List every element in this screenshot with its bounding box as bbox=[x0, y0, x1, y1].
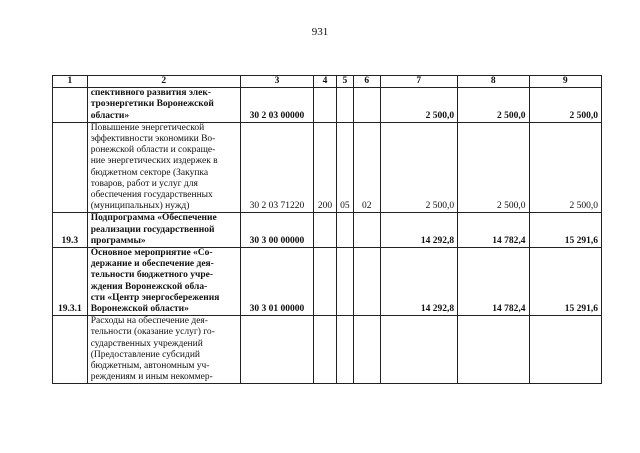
row-number-cell: 19.3 bbox=[53, 213, 88, 248]
amount-col9-cell: 2 500,0 bbox=[529, 122, 602, 213]
section-cell bbox=[336, 248, 353, 316]
table-row bbox=[53, 316, 602, 384]
row-number-cell bbox=[53, 88, 88, 123]
table-row bbox=[53, 88, 602, 123]
classification-code-cell: 30 2 03 71220 bbox=[240, 122, 313, 213]
section-cell bbox=[336, 316, 353, 384]
section-cell bbox=[336, 88, 353, 123]
column-header: 8 bbox=[458, 76, 529, 88]
amount-col7-cell: 2 500,0 bbox=[380, 122, 458, 213]
column-header: 2 bbox=[87, 76, 240, 88]
column-header: 3 bbox=[240, 76, 313, 88]
expense-type-cell bbox=[314, 316, 336, 384]
classification-code-cell bbox=[240, 316, 313, 384]
amount-col9-cell bbox=[529, 316, 602, 384]
subsection-cell: 02 bbox=[354, 122, 381, 213]
amount-col7-cell: 14 292,8 bbox=[380, 248, 458, 316]
subsection-cell bbox=[354, 248, 381, 316]
amount-col7-cell: 2 500,0 bbox=[380, 88, 458, 123]
table-body bbox=[53, 88, 602, 384]
table-row bbox=[53, 213, 602, 248]
description-cell: спективного развития элек- троэнергетики Воронежской области» bbox=[87, 88, 240, 123]
amount-col8-cell: 2 500,0 bbox=[458, 122, 529, 213]
section-cell bbox=[336, 213, 353, 248]
page-number: 931 bbox=[311, 26, 329, 38]
amount-col7-cell: 14 292,8 bbox=[380, 213, 458, 248]
budget-table bbox=[52, 75, 602, 384]
amount-col9-cell: 2 500,0 bbox=[529, 88, 602, 123]
description-cell: Расходы на обеспечение дея- тельности (оказание услуг) го- сударственных учреждений (Предоставление субсидий бюджетным, автономным уч- реждениям и иным некоммер- bbox=[87, 316, 240, 384]
amount-col8-cell: 14 782,4 bbox=[458, 248, 529, 316]
column-header: 6 bbox=[354, 76, 381, 88]
row-number-cell bbox=[53, 316, 88, 384]
expense-type-cell: 200 bbox=[314, 122, 336, 213]
subsection-cell bbox=[354, 213, 381, 248]
column-header: 1 bbox=[53, 76, 88, 88]
amount-col8-cell: 14 782,4 bbox=[458, 213, 529, 248]
classification-code-cell: 30 2 03 00000 bbox=[240, 88, 313, 123]
classification-code-cell: 30 3 00 00000 bbox=[240, 213, 313, 248]
expense-type-cell bbox=[314, 88, 336, 123]
table-row bbox=[53, 122, 602, 213]
amount-col8-cell: 2 500,0 bbox=[458, 88, 529, 123]
description-cell: Повышение энергетической эффективности экономики Во- ронежской области и сокраще- ние энергетических издержек в бюджетном секторе (Закупка товаров, работ и услуг для обеспечения государственных (муниципальных) нужд) bbox=[87, 122, 240, 213]
subsection-cell bbox=[354, 88, 381, 123]
amount-col8-cell bbox=[458, 316, 529, 384]
table-row bbox=[53, 248, 602, 316]
expense-type-cell bbox=[314, 248, 336, 316]
row-number-cell bbox=[53, 122, 88, 213]
section-cell: 05 bbox=[336, 122, 353, 213]
description-cell: Основное мероприятие «Со- держание и обеспечение дея- тельности бюджетного учре- ждения Воронежской обла- сти «Центр энергосбережения Воронежской области» bbox=[87, 248, 240, 316]
column-header: 5 bbox=[336, 76, 353, 88]
amount-col9-cell: 15 291,6 bbox=[529, 213, 602, 248]
description-cell: Подпрограмма «Обеспечение реализации государственной программы» bbox=[87, 213, 240, 248]
column-header: 4 bbox=[314, 76, 336, 88]
column-header: 7 bbox=[380, 76, 458, 88]
table-header-row bbox=[53, 76, 602, 88]
expense-type-cell bbox=[314, 213, 336, 248]
subsection-cell bbox=[354, 316, 381, 384]
amount-col9-cell: 15 291,6 bbox=[529, 248, 602, 316]
amount-col7-cell bbox=[380, 316, 458, 384]
classification-code-cell: 30 3 01 00000 bbox=[240, 248, 313, 316]
row-number-cell: 19.3.1 bbox=[53, 248, 88, 316]
column-header: 9 bbox=[529, 76, 602, 88]
